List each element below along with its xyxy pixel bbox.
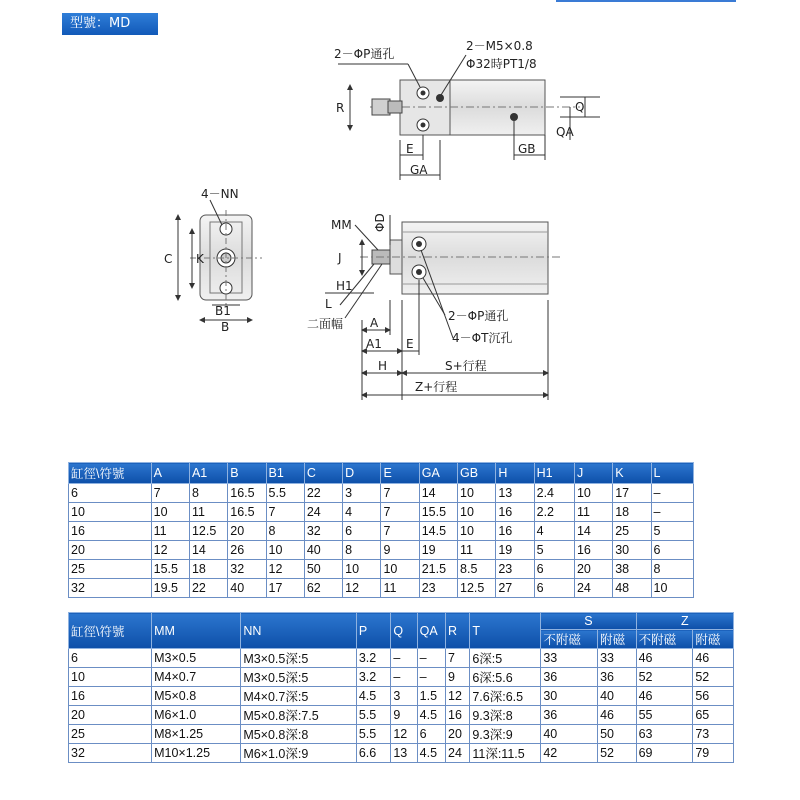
table-cell: 4 — [343, 503, 381, 522]
table1-header-cell: 缸徑\符號 — [69, 463, 152, 484]
table-cell: 2.2 — [534, 503, 574, 522]
table-cell: 18 — [613, 503, 651, 522]
table1-header-cell: A — [151, 463, 189, 484]
table-cell: 25 — [69, 560, 152, 579]
table-cell: 5.5 — [356, 706, 390, 725]
table-cell: 11 — [574, 503, 612, 522]
table-cell: M6×1.0 — [152, 706, 241, 725]
table-cell: 1.5 — [417, 687, 445, 706]
table-cell: – — [651, 484, 693, 503]
label-a1: A1 — [366, 337, 382, 351]
table-cell: 7 — [446, 649, 470, 668]
table-cell: 16 — [446, 706, 470, 725]
table-cell: 8 — [343, 541, 381, 560]
table-cell: 46 — [693, 649, 734, 668]
table-cell: 63 — [636, 725, 693, 744]
table1-header-cell: GA — [419, 463, 457, 484]
table-cell: 8 — [651, 560, 693, 579]
table-row — [69, 522, 694, 541]
table-row — [69, 706, 734, 725]
table-cell: 16 — [69, 687, 152, 706]
label-t-counterbore: 4－ΦT沉孔 — [452, 331, 513, 345]
table2-subheader-cell: 不附磁 — [541, 630, 598, 649]
table-cell: 52 — [693, 668, 734, 687]
table-cell: 33 — [598, 649, 637, 668]
label-p-holes-top: 2－ΦP通孔 — [334, 47, 395, 61]
table1-header-cell: B — [228, 463, 266, 484]
label-mm: MM — [331, 218, 352, 232]
label-b: B — [221, 320, 230, 334]
table-cell: 6深:5.6 — [470, 668, 541, 687]
table-cell: 8 — [189, 484, 227, 503]
table2-header-cell: R — [446, 613, 470, 649]
table-cell: 10 — [458, 503, 496, 522]
table-cell: 8.5 — [458, 560, 496, 579]
table-cell: 26 — [228, 541, 266, 560]
table2-group-z: Z — [636, 613, 733, 630]
table-cell: 3.2 — [356, 668, 390, 687]
label-qa: QA — [556, 125, 574, 139]
table-cell: 6 — [651, 541, 693, 560]
table-cell: 16 — [496, 503, 534, 522]
table-cell: 10 — [343, 560, 381, 579]
table-cell: – — [391, 649, 417, 668]
table-cell: 30 — [613, 541, 651, 560]
table-cell: 6深:5 — [470, 649, 541, 668]
table-cell: 30 — [541, 687, 598, 706]
table-cell: – — [651, 503, 693, 522]
label-m5-thread: 2－M5×0.8 — [466, 39, 533, 53]
table1-header-cell: GB — [458, 463, 496, 484]
table-cell: 42 — [541, 744, 598, 763]
table-cell: 7.6深:6.5 — [470, 687, 541, 706]
table-cell: 2.4 — [534, 484, 574, 503]
table-cell: 40 — [541, 725, 598, 744]
table-row — [69, 484, 694, 503]
table-cell: 14.5 — [419, 522, 457, 541]
table-cell: 36 — [541, 668, 598, 687]
table1-header-cell: E — [381, 463, 419, 484]
table-cell: 4.5 — [417, 706, 445, 725]
table-row — [69, 687, 734, 706]
table-cell: 46 — [598, 706, 637, 725]
table-cell: 55 — [636, 706, 693, 725]
table-cell: 20 — [69, 541, 152, 560]
table-cell: M5×0.8深:8 — [241, 725, 357, 744]
table-cell: 23 — [496, 560, 534, 579]
table2-header-cell: P — [356, 613, 390, 649]
table-cell: 14 — [189, 541, 227, 560]
table-cell: 12 — [391, 725, 417, 744]
table2-header-cell: NN — [241, 613, 357, 649]
label-h1: H1 — [336, 279, 353, 293]
label-d: ΦD — [373, 213, 387, 232]
table-cell: 52 — [636, 668, 693, 687]
table-cell: 10 — [381, 560, 419, 579]
table-cell: M5×0.8深:7.5 — [241, 706, 357, 725]
table-cell: M5×0.8 — [152, 687, 241, 706]
label-k: K — [196, 252, 204, 266]
table-cell: 24 — [446, 744, 470, 763]
table1-header-cell: D — [343, 463, 381, 484]
table-cell: 9.3深:9 — [470, 725, 541, 744]
table-cell: 69 — [636, 744, 693, 763]
label-h: H — [378, 359, 388, 373]
table-row — [69, 725, 734, 744]
table-cell: 11 — [458, 541, 496, 560]
table-row — [69, 668, 734, 687]
table-row — [69, 649, 734, 668]
table-cell: 36 — [541, 706, 598, 725]
table-cell: M6×1.0深:9 — [241, 744, 357, 763]
table-cell: M8×1.25 — [152, 725, 241, 744]
table-cell: 6 — [534, 560, 574, 579]
table-cell: 9.3深:8 — [470, 706, 541, 725]
table-cell: 46 — [636, 687, 693, 706]
table-cell: 73 — [693, 725, 734, 744]
table-cell: M4×0.7 — [152, 668, 241, 687]
table-cell: 5.5 — [356, 725, 390, 744]
table-cell: 10 — [151, 503, 189, 522]
table-cell: 23 — [419, 579, 457, 598]
table-cell: 3.2 — [356, 649, 390, 668]
table-cell: 7 — [381, 503, 419, 522]
table-cell: 6 — [69, 649, 152, 668]
table-cell: 65 — [693, 706, 734, 725]
table-cell: 19.5 — [151, 579, 189, 598]
table-cell: 7 — [381, 484, 419, 503]
table-cell: – — [417, 649, 445, 668]
label-ga: GA — [410, 163, 428, 177]
label-e-top: E — [406, 142, 414, 156]
label-j: J — [338, 251, 342, 265]
table-cell: 19 — [419, 541, 457, 560]
label-r: R — [336, 101, 345, 115]
table-cell: 18 — [189, 560, 227, 579]
label-nn: 4－NN — [201, 187, 239, 201]
table-cell: 25 — [613, 522, 651, 541]
table-cell: 24 — [574, 579, 612, 598]
table2-header-row — [69, 613, 734, 630]
table-cell: 10 — [458, 522, 496, 541]
table-cell: 9 — [381, 541, 419, 560]
end-view — [164, 187, 262, 334]
label-e-side: E — [406, 337, 414, 351]
label-s-stroke: S+行程 — [445, 359, 487, 373]
table-cell: 10 — [266, 541, 304, 560]
table-cell: 10 — [458, 484, 496, 503]
table-cell: 40 — [228, 579, 266, 598]
table-cell: 32 — [228, 560, 266, 579]
table1-header-row — [69, 463, 694, 484]
table-cell: 38 — [613, 560, 651, 579]
table-cell: 12.5 — [458, 579, 496, 598]
table-cell: M4×0.7深:5 — [241, 687, 357, 706]
table-cell: 14 — [574, 522, 612, 541]
table-cell: 7 — [266, 503, 304, 522]
table-cell: M10×1.25 — [152, 744, 241, 763]
table2-subheader-cell: 不附磁 — [636, 630, 693, 649]
table-cell: – — [391, 668, 417, 687]
table-cell: 4 — [534, 522, 574, 541]
table1-header-cell: K — [613, 463, 651, 484]
table-cell: M3×0.5深:5 — [241, 668, 357, 687]
table-cell: 22 — [304, 484, 342, 503]
table-cell: 79 — [693, 744, 734, 763]
table2-subheader-cell: 附磁 — [598, 630, 637, 649]
table-cell: 20 — [228, 522, 266, 541]
table-cell: 7 — [381, 522, 419, 541]
table-cell: 20 — [574, 560, 612, 579]
table-cell: 12.5 — [189, 522, 227, 541]
table-cell: 10 — [69, 503, 152, 522]
table-cell: 13 — [391, 744, 417, 763]
table-cell: 33 — [541, 649, 598, 668]
table-cell: 32 — [304, 522, 342, 541]
table-cell: 12 — [446, 687, 470, 706]
table-cell: 5.5 — [266, 484, 304, 503]
table-cell: 11 — [381, 579, 419, 598]
label-phi32-pt: Φ32時PT1/8 — [466, 57, 537, 71]
table-cell: 36 — [598, 668, 637, 687]
table-cell: 3 — [343, 484, 381, 503]
table-cell: 56 — [693, 687, 734, 706]
table-cell: 46 — [636, 649, 693, 668]
table-row — [69, 560, 694, 579]
table-cell: 16 — [496, 522, 534, 541]
table2-subheader-cell: 附磁 — [693, 630, 734, 649]
label-l: L — [325, 297, 332, 311]
table1-header-cell: B1 — [266, 463, 304, 484]
table-cell: 22 — [189, 579, 227, 598]
table-cell: 6 — [343, 522, 381, 541]
table-cell: 12 — [151, 541, 189, 560]
table-cell: 17 — [266, 579, 304, 598]
table-cell: – — [417, 668, 445, 687]
table2-header-cell: Q — [391, 613, 417, 649]
side-view — [307, 213, 560, 400]
table-cell: 40 — [598, 687, 637, 706]
table-cell: 11 — [189, 503, 227, 522]
table-cell: 10 — [651, 579, 693, 598]
table-cell: 11深:11.5 — [470, 744, 541, 763]
label-q: Q — [575, 100, 585, 114]
table-cell: 20 — [69, 706, 152, 725]
label-b1: B1 — [215, 304, 231, 318]
table-cell: 16 — [574, 541, 612, 560]
table-cell: M3×0.5 — [152, 649, 241, 668]
table-cell: 17 — [613, 484, 651, 503]
label-two-flats: 二面幅 — [307, 317, 344, 331]
table-cell: 52 — [598, 744, 637, 763]
top-view — [334, 39, 600, 180]
table-cell: 62 — [304, 579, 342, 598]
table-cell: 40 — [304, 541, 342, 560]
table2-header-cell: QA — [417, 613, 445, 649]
table-cell: 27 — [496, 579, 534, 598]
table-row — [69, 744, 734, 763]
table-cell: 14 — [419, 484, 457, 503]
table-cell: 15.5 — [151, 560, 189, 579]
table1-header-cell: J — [574, 463, 612, 484]
table1-header-cell: H1 — [534, 463, 574, 484]
table-cell: 9 — [391, 706, 417, 725]
label-c: C — [164, 252, 173, 266]
table-cell: 15.5 — [419, 503, 457, 522]
table2-header-cell: MM — [152, 613, 241, 649]
table-cell: 21.5 — [419, 560, 457, 579]
table-cell: 24 — [304, 503, 342, 522]
table-row — [69, 579, 694, 598]
table-cell: 19 — [496, 541, 534, 560]
table-cell: 32 — [69, 579, 152, 598]
table-row — [69, 541, 694, 560]
table-cell: 4.5 — [417, 744, 445, 763]
dimension-table-2 — [68, 612, 734, 763]
table-cell: 50 — [304, 560, 342, 579]
model-label: 型號：MD — [62, 13, 158, 35]
table-cell: 50 — [598, 725, 637, 744]
table-cell: 12 — [266, 560, 304, 579]
table-cell: 10 — [574, 484, 612, 503]
table-cell: 32 — [69, 744, 152, 763]
dimension-table-1 — [68, 462, 694, 598]
table-cell: 8 — [266, 522, 304, 541]
label-p-holes-side: 2－ΦP通孔 — [448, 309, 509, 323]
table-cell: 3 — [391, 687, 417, 706]
label-z-stroke: Z+行程 — [415, 380, 458, 394]
table-cell: 11 — [151, 522, 189, 541]
table-cell: 25 — [69, 725, 152, 744]
table2-header-cell: T — [470, 613, 541, 649]
table-cell: 48 — [613, 579, 651, 598]
table2-header-cell: 缸徑\符號 — [69, 613, 152, 649]
table-cell: M3×0.5深:5 — [241, 649, 357, 668]
table-cell: 6.6 — [356, 744, 390, 763]
table-cell: 12 — [343, 579, 381, 598]
table-cell: 16.5 — [228, 484, 266, 503]
table-cell: 16.5 — [228, 503, 266, 522]
table-cell: 13 — [496, 484, 534, 503]
label-a: A — [370, 316, 379, 330]
table-cell: 4.5 — [356, 687, 390, 706]
table-cell: 6 — [417, 725, 445, 744]
table-cell: 7 — [151, 484, 189, 503]
table1-header-cell: A1 — [189, 463, 227, 484]
table-cell: 20 — [446, 725, 470, 744]
table1-header-cell: H — [496, 463, 534, 484]
table2-group-s: S — [541, 613, 636, 630]
table1-header-cell: L — [651, 463, 693, 484]
table-cell: 9 — [446, 668, 470, 687]
table-row — [69, 503, 694, 522]
table1-header-cell: C — [304, 463, 342, 484]
table-cell: 16 — [69, 522, 152, 541]
table-cell: 6 — [69, 484, 152, 503]
label-gb: GB — [518, 142, 536, 156]
table-cell: 10 — [69, 668, 152, 687]
table-cell: 5 — [534, 541, 574, 560]
table-cell: 5 — [651, 522, 693, 541]
table-cell: 6 — [534, 579, 574, 598]
